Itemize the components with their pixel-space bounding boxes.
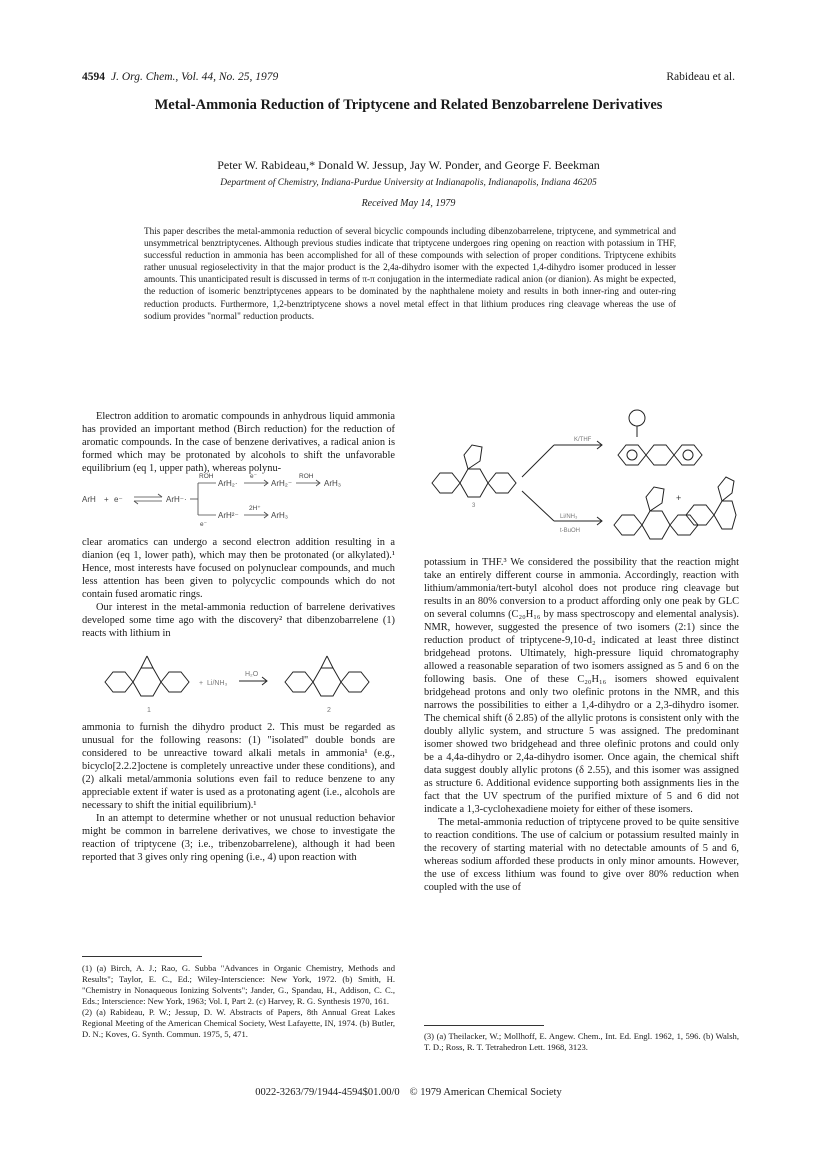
eq-arh2-anion: ArH₂⁻: [271, 479, 293, 488]
reagent-plus: +: [199, 680, 204, 687]
eq-two-h: 2H⁺: [249, 505, 261, 512]
paragraph: The metal-ammonia reduction of triptycene proved to be quite sensitive to reaction conditions. The use of calcium or potassium resulted mainly in the recovery of starting material with no detectable amounts of 5 and 6, whereas sodium afforded these products in only minor amounts. However, the use of excess lithium was found to give over 80% reduction when coupled with the use of: [424, 817, 739, 893]
eq-electron-2: e⁻: [250, 473, 258, 480]
reagent-li-nh3: Li/NH₃: [207, 680, 228, 687]
eq-roh-2: ROH: [299, 473, 314, 480]
right-column: [424, 556, 739, 894]
paragraph: clear aromatics can undergo a second electron addition resulting in a dianion (eq 1, lower path), which may then be protonated (or alkylated).¹ Hence, most interests have focused on polynuclear compounds, and much less attention has been given to polycyclic compounds which do not contain fused aromatic rings.: [82, 537, 395, 600]
received-date: Received May 14, 1979: [361, 198, 456, 209]
affiliation: Department of Chemistry, Indiana-Purdue University at Indianapolis, Indianapolis, Indiana 46205: [220, 178, 597, 188]
compound-label-3: 3: [472, 503, 476, 509]
eq-dianion: ArH²⁻: [218, 511, 239, 520]
footnote-2: (2) (a) Rabideau, P. W.; Jessup, D. W. Abstracts of Papers, 8th Annual Great Lakes Regional Meeting of the American Chemical Society, West Lafayette, IN, 1974. (b) Butler, D. N.; Koves, G. Synth. Commun. 1975, 5, 471.: [82, 1007, 395, 1039]
eq-arh: ArH: [82, 495, 96, 504]
eq-arh3-lower: ArH₃: [271, 511, 289, 520]
footnote-rule: [424, 1025, 544, 1026]
equation-1-scheme: [82, 470, 395, 532]
copyright: © 1979 American Chemical Society: [409, 1087, 562, 1098]
eq-electron: e⁻: [114, 495, 123, 504]
paragraph: In an attempt to determine whether or not unusual reduction behavior might be common in barrelene derivatives, we chose to investigate the reaction of triptycene (3; i.e., tribenzobarrelene), although it had been reported that 3 gives only ring opening (i.e., 4) upon reaction with: [82, 813, 395, 863]
footnote-rule: [82, 956, 202, 957]
left-column-mid: [82, 536, 395, 640]
page-footer: [82, 1087, 735, 1098]
abstract: This paper describes the metal-ammonia reduction of several bicyclic compounds including dibenzobarrelene, triptycene, and symmetrical and unsymmetrical benztriptycenes. Although previous studies indicate that triptycene undergoes ring opening on reaction with potassium in THF, successful reduction in ammonia has been accomplished for all of these compounds with selection of proper conditions. Triptycene exhibits rather unusual regioselectivity in that the major product is the 2,4a-dihydro isomer with the expected 1,4-dihydro isomer produced in lesser amounts. This unanticipated result is discussed in terms of π-π conjugation in the intermediate radical anion (or dianion). As might be expected, the reduction of isomeric benztriptycenes appears to be dominated by the naphthalene moiety and results in both inner-ring and outer-ring reduction products. Furthermore, 1,2-benztriptycene shows a novel metal effect in that lithium produces ring cleavage whereas the use of sodium provides "normal" reduction products.: [144, 226, 676, 321]
eq-electron-3: e⁻: [200, 521, 208, 528]
scheme-triptycene-reduction: [424, 405, 739, 555]
left-column-bottom: [82, 721, 395, 864]
paper-title: Metal-Ammonia Reduction of Triptycene and Related Benzobarrelene Derivatives: [154, 97, 663, 113]
footnotes-left: [82, 963, 395, 1040]
paragraph: Our interest in the metal-ammonia reduction of barrelene derivatives developed some time ago with the discovery² that dibenzobarrelene (1) reacts with lithium in: [82, 602, 395, 639]
eq-roh-1: ROH: [199, 473, 214, 480]
footnote-1: (1) (a) Birch, A. J.; Rao, G. Subba "Advances in Organic Chemistry, Methods and Results"; Taylor, E. C., Ed.; Wiley-Interscience: New York, 1972. (b) Smith, H. "Chemistry in Nonaqueous Ionizing Solvents"; Jander, G., Spandau, H., Addison, C. C., Eds.; Interscience: New York, 1963; Vol. I, Part 2. (c) Harvey, R. G. Synthesis 1970, 161.: [82, 963, 395, 1006]
footnote-3: (3) (a) Theilacker, W.; Mollhoff, E. Angew. Chem., Int. Ed. Engl. 1962, 1, 596. (b) Walsh, T. D.; Ross, R. T. Tetrahedron Lett. 1968, 3123.: [424, 1031, 739, 1052]
paragraph: potassium in THF.³ We considered the possibility that the reaction might take an entirely different course in ammonia. Accordingly, reaction with lithium/ammonia/tert-butyl alcohol does not produce ring cleavage but results in an 80% conversion to a product affording only one peak by GLC on several columns (C₂₀H₁₆ by mass spectroscopy and elemental analysis). NMR, however, suggested the presence of two isomers (2:1) since the reduction product of triptycene-9,10-d₂ indicated at least three distinct bridgehead protons. Ultimately, high-pressure liquid chromatography allowed a reasonable separation of two isomers assigned as 5 and 6 on the following basis. One of these C₂₀H₁₆ isomers showed equivalent bridgehead protons and only two olefinic protons in the NMR, and this narrows the possibilities to either a 1,4-dihydro or a 2,3-dihydro isomer. The chemical shift (δ 2.85) of the allylic protons is consistent only with the doubly allylic system, and structure 5 was assigned. The predominant isomer showed two bridgehead and three olefinic protons and could only be a 4,4a-dihydro or 2,4a-dihydro isomer. Once again, the chemical shift data suggest doubly allylic protons (δ 2.55), and this isomer was assigned as structure 6. Additional evidence supporting both assignments lies in the fact that the UV spectrum of the purified mixture of 5 and 6 did not indicate a 1,3-cyclohexadiene moiety for either of these isomers.: [424, 557, 739, 815]
eq-arh3: ArH₃: [324, 479, 342, 488]
journal-citation: J. Org. Chem., Vol. 44, No. 25, 1979: [111, 71, 279, 83]
eq-arh2-radical: ArH₂·: [218, 479, 238, 488]
compound-label-1: 1: [147, 707, 151, 714]
reagent-tbuoh: t-BuOH: [560, 528, 581, 534]
left-column-top: [82, 410, 395, 475]
compound-label-2: 2: [327, 707, 331, 714]
article-code: 0022-3263/79/1944-4594$01.00/0: [255, 1087, 400, 1098]
running-header-left: [82, 71, 278, 83]
eq-radical-anion: ArH⁻·: [166, 495, 187, 504]
author-list: Peter W. Rabideau,* Donald W. Jessup, Jay W. Ponder, and George F. Beekman: [217, 158, 600, 172]
reagent-li-nh3: Li/NH₃: [560, 514, 578, 520]
running-author: Rabideau et al.: [666, 71, 735, 83]
reagent-k-thf: K/THF: [574, 437, 592, 443]
footnotes-right: [424, 1031, 739, 1053]
scheme-1-to-2: [95, 650, 385, 714]
reagent-water: H₂O: [245, 671, 259, 678]
paragraph: Electron addition to aromatic compounds in anhydrous liquid ammonia has provided an important method (Birch reduction) for the reduction of aromatic compounds. In the case of benzene derivatives, a radical anion is formed which may be protonated by alcohols to shift the unfavorable equilibrium (eq 1, upper path), whereas polynu-: [82, 411, 395, 474]
eq-plus: +: [104, 495, 109, 504]
paragraph: ammonia to furnish the dihydro product 2. This must be regarded as unusual for the following reasons: (1) "isolated" double bonds are considered to be unreactive toward alkali metals in ammonia¹ (e.g., bicyclo[2.2.2]octene is completely unreactive under these conditions), and (2) alkali metal/ammonia solutions even fail to reduce benzene to any appreciable extent if water is used as a protonating agent (i.e., alcohols are necessary to shift the initial equilibrium).¹: [82, 722, 395, 811]
scheme-plus: +: [676, 493, 682, 503]
page-number: 4594: [82, 71, 105, 83]
